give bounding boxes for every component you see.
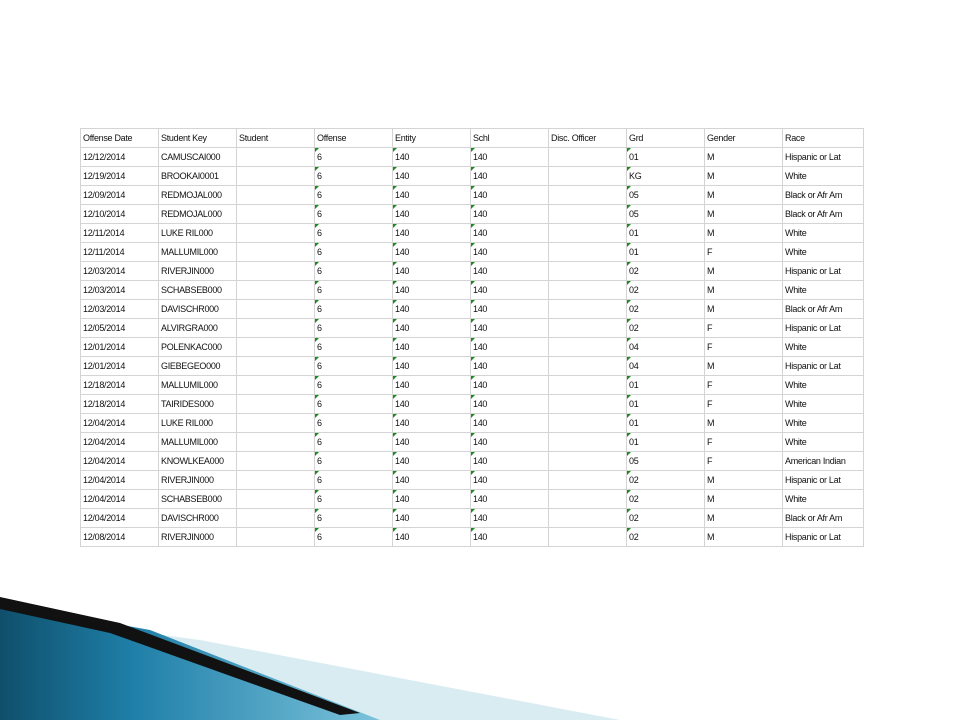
cell-schl[interactable]: 140 [471,262,549,281]
table-row [81,262,864,281]
cell-schl[interactable]: 140 [471,433,549,452]
cell-grd[interactable]: 02 [627,319,705,338]
cell-offense-date[interactable]: 12/01/2014 [81,338,159,357]
cell-student[interactable] [237,433,315,452]
column-header-race[interactable]: Race [783,129,864,148]
cell-gender[interactable]: F [705,452,783,471]
cell-gender[interactable]: M [705,300,783,319]
cell-offense-date[interactable]: 12/01/2014 [81,357,159,376]
cell-race[interactable]: White [783,414,864,433]
cell-offense-date[interactable]: 12/19/2014 [81,167,159,186]
cell-offense[interactable]: 6 [315,205,393,224]
cell-grd[interactable]: 05 [627,186,705,205]
cell-offense-date[interactable]: 12/03/2014 [81,262,159,281]
table-body [81,148,864,547]
cell-entity[interactable]: 140 [393,319,471,338]
cell-student[interactable] [237,205,315,224]
cell-race[interactable]: White [783,338,864,357]
cell-student[interactable] [237,281,315,300]
cell-offense-date[interactable]: 12/05/2014 [81,319,159,338]
cell-grd[interactable]: 02 [627,300,705,319]
cell-grd[interactable]: 02 [627,262,705,281]
cell-offense[interactable]: 6 [315,357,393,376]
cell-gender[interactable]: M [705,357,783,376]
cell-grd[interactable]: 04 [627,357,705,376]
cell-offense[interactable]: 6 [315,376,393,395]
column-header-entity[interactable]: Entity [393,129,471,148]
cell-student-key[interactable]: MALLUMIL000 [159,433,237,452]
cell-student-key[interactable]: POLENKAC000 [159,338,237,357]
cell-race[interactable]: White [783,376,864,395]
cell-grd[interactable]: 01 [627,243,705,262]
cell-student-key[interactable]: KNOWLKEA000 [159,452,237,471]
cell-grd[interactable]: 01 [627,414,705,433]
cell-entity[interactable]: 140 [393,471,471,490]
cell-gender[interactable]: M [705,509,783,528]
cell-offense[interactable]: 6 [315,262,393,281]
table-row [81,243,864,262]
cell-offense-date[interactable]: 12/04/2014 [81,452,159,471]
cell-offense-date[interactable]: 12/04/2014 [81,490,159,509]
cell-disc-officer[interactable] [549,471,627,490]
cell-student[interactable] [237,357,315,376]
cell-schl[interactable]: 140 [471,205,549,224]
cell-grd[interactable]: 01 [627,395,705,414]
cell-offense[interactable]: 6 [315,414,393,433]
cell-offense[interactable]: 6 [315,490,393,509]
cell-entity[interactable]: 140 [393,376,471,395]
cell-disc-officer[interactable] [549,186,627,205]
cell-race[interactable]: White [783,167,864,186]
cell-entity[interactable]: 140 [393,395,471,414]
cell-offense[interactable]: 6 [315,167,393,186]
cell-race[interactable]: Hispanic or Lat [783,148,864,167]
cell-disc-officer[interactable] [549,433,627,452]
cell-grd[interactable]: 05 [627,205,705,224]
cell-grd[interactable]: 02 [627,471,705,490]
table-row [81,433,864,452]
cell-offense[interactable]: 6 [315,471,393,490]
cell-schl[interactable]: 140 [471,490,549,509]
cell-disc-officer[interactable] [549,509,627,528]
cell-entity[interactable]: 140 [393,528,471,547]
cell-race[interactable]: White [783,490,864,509]
table-row [81,490,864,509]
cell-entity[interactable]: 140 [393,300,471,319]
cell-gender[interactable]: F [705,376,783,395]
cell-entity[interactable]: 140 [393,433,471,452]
cell-offense[interactable]: 6 [315,243,393,262]
cell-student-key[interactable]: DAVISCHR000 [159,300,237,319]
table-row [81,452,864,471]
cell-student-key[interactable]: MALLUMIL000 [159,243,237,262]
column-header-schl[interactable]: Schl [471,129,549,148]
table-row [81,395,864,414]
table-row [81,300,864,319]
cell-gender[interactable]: M [705,224,783,243]
cell-gender[interactable]: M [705,205,783,224]
table-row [81,509,864,528]
cell-schl[interactable]: 140 [471,281,549,300]
cell-race[interactable]: White [783,281,864,300]
spreadsheet-table [80,128,864,547]
cell-student-key[interactable]: ALVIRGRA000 [159,319,237,338]
cell-schl[interactable]: 140 [471,148,549,167]
cell-grd[interactable]: 02 [627,490,705,509]
cell-entity[interactable]: 140 [393,148,471,167]
table-row [81,205,864,224]
cell-disc-officer[interactable] [549,205,627,224]
column-header-gender[interactable]: Gender [705,129,783,148]
cell-entity[interactable]: 140 [393,509,471,528]
cell-student-key[interactable]: TAIRIDES000 [159,395,237,414]
cell-grd[interactable]: 01 [627,376,705,395]
cell-disc-officer[interactable] [549,414,627,433]
column-header-offense[interactable]: Offense [315,129,393,148]
cell-gender[interactable]: M [705,490,783,509]
cell-schl[interactable]: 140 [471,414,549,433]
cell-student-key[interactable]: REDMOJAL000 [159,205,237,224]
cell-schl[interactable]: 140 [471,224,549,243]
cell-offense[interactable]: 6 [315,395,393,414]
cell-gender[interactable]: M [705,186,783,205]
cell-entity[interactable]: 140 [393,186,471,205]
table-row [81,148,864,167]
table-row [81,186,864,205]
cell-offense-date[interactable]: 12/04/2014 [81,471,159,490]
cell-offense-date[interactable]: 12/08/2014 [81,528,159,547]
cell-race[interactable]: Hispanic or Lat [783,471,864,490]
cell-offense-date[interactable]: 12/09/2014 [81,186,159,205]
cell-schl[interactable]: 140 [471,186,549,205]
cell-grd[interactable]: KG [627,167,705,186]
cell-schl[interactable]: 140 [471,528,549,547]
cell-entity[interactable]: 140 [393,281,471,300]
cell-race[interactable]: White [783,395,864,414]
cell-entity[interactable]: 140 [393,338,471,357]
cell-race[interactable]: White [783,433,864,452]
cell-schl[interactable]: 140 [471,300,549,319]
cell-student[interactable] [237,167,315,186]
cell-student[interactable] [237,414,315,433]
table-row [81,338,864,357]
cell-grd[interactable]: 01 [627,433,705,452]
cell-disc-officer[interactable] [549,376,627,395]
cell-student-key[interactable]: RIVERJIN000 [159,528,237,547]
column-header-grd[interactable]: Grd [627,129,705,148]
cell-disc-officer[interactable] [549,395,627,414]
cell-offense[interactable]: 6 [315,452,393,471]
cell-student[interactable] [237,528,315,547]
cell-entity[interactable]: 140 [393,205,471,224]
cell-offense[interactable]: 6 [315,319,393,338]
cell-disc-officer[interactable] [549,452,627,471]
cell-gender[interactable]: F [705,338,783,357]
cell-disc-officer[interactable] [549,490,627,509]
cell-offense[interactable]: 6 [315,224,393,243]
cell-schl[interactable]: 140 [471,452,549,471]
cell-disc-officer[interactable] [549,319,627,338]
cell-race[interactable]: White [783,224,864,243]
cell-disc-officer[interactable] [549,338,627,357]
cell-entity[interactable]: 140 [393,262,471,281]
cell-offense-date[interactable]: 12/11/2014 [81,243,159,262]
cell-student[interactable] [237,490,315,509]
cell-race[interactable]: Hispanic or Lat [783,528,864,547]
cell-entity[interactable]: 140 [393,452,471,471]
column-header-offense-date[interactable]: Offense Date [81,129,159,148]
cell-offense-date[interactable]: 12/03/2014 [81,281,159,300]
cell-gender[interactable]: F [705,395,783,414]
cell-student[interactable] [237,452,315,471]
cell-offense[interactable]: 6 [315,148,393,167]
cell-gender[interactable]: M [705,528,783,547]
cell-race[interactable]: Black or Afr Am [783,205,864,224]
cell-student[interactable] [237,509,315,528]
table-row [81,376,864,395]
column-header-disc-officer[interactable]: Disc. Officer [549,129,627,148]
cell-student-key[interactable]: DAVISCHR000 [159,509,237,528]
cell-offense-date[interactable]: 12/12/2014 [81,148,159,167]
cell-offense-date[interactable]: 12/04/2014 [81,509,159,528]
cell-student-key[interactable]: CAMUSCAI000 [159,148,237,167]
cell-disc-officer[interactable] [549,528,627,547]
cell-offense[interactable]: 6 [315,338,393,357]
table-row [81,414,864,433]
cell-race[interactable]: Black or Afr Am [783,186,864,205]
cell-race[interactable]: Black or Afr Am [783,509,864,528]
cell-schl[interactable]: 140 [471,243,549,262]
cell-disc-officer[interactable] [549,243,627,262]
cell-disc-officer[interactable] [549,357,627,376]
cell-entity[interactable]: 140 [393,357,471,376]
cell-gender[interactable]: M [705,414,783,433]
table-row [81,471,864,490]
cell-schl[interactable]: 140 [471,357,549,376]
cell-student[interactable] [237,262,315,281]
cell-disc-officer[interactable] [549,281,627,300]
cell-offense-date[interactable]: 12/04/2014 [81,433,159,452]
cell-offense[interactable]: 6 [315,528,393,547]
cell-offense[interactable]: 6 [315,186,393,205]
cell-entity[interactable]: 140 [393,414,471,433]
cell-entity[interactable]: 140 [393,224,471,243]
table-row [81,319,864,338]
cell-grd[interactable]: 05 [627,452,705,471]
cell-race[interactable]: American Indian [783,452,864,471]
cell-race[interactable]: White [783,243,864,262]
cell-student-key[interactable]: LUKE RIL000 [159,414,237,433]
cell-schl[interactable]: 140 [471,509,549,528]
cell-offense-date[interactable]: 12/04/2014 [81,414,159,433]
cell-grd[interactable]: 01 [627,224,705,243]
cell-race[interactable]: Hispanic or Lat [783,357,864,376]
cell-gender[interactable]: M [705,471,783,490]
cell-student[interactable] [237,186,315,205]
cell-schl[interactable]: 140 [471,338,549,357]
table-row [81,224,864,243]
cell-student[interactable] [237,300,315,319]
cell-race[interactable]: Hispanic or Lat [783,262,864,281]
cell-student[interactable] [237,224,315,243]
cell-race[interactable]: Black or Afr Am [783,300,864,319]
cell-entity[interactable]: 140 [393,490,471,509]
cell-student-key[interactable]: RIVERJIN000 [159,471,237,490]
cell-student-key[interactable]: BROOKAI0001 [159,167,237,186]
cell-gender[interactable]: M [705,281,783,300]
cell-gender[interactable]: M [705,148,783,167]
cell-schl[interactable]: 140 [471,376,549,395]
cell-student-key[interactable]: MALLUMIL000 [159,376,237,395]
cell-schl[interactable]: 140 [471,319,549,338]
cell-offense-date[interactable]: 12/11/2014 [81,224,159,243]
cell-student-key[interactable]: REDMOJAL000 [159,186,237,205]
cell-student-key[interactable]: GIEBEGEO000 [159,357,237,376]
cell-disc-officer[interactable] [549,148,627,167]
cell-gender[interactable]: M [705,167,783,186]
cell-gender[interactable]: F [705,319,783,338]
cell-schl[interactable]: 140 [471,471,549,490]
cell-offense[interactable]: 6 [315,300,393,319]
cell-grd[interactable]: 04 [627,338,705,357]
cell-student[interactable] [237,243,315,262]
cell-student[interactable] [237,395,315,414]
cell-offense[interactable]: 6 [315,509,393,528]
cell-disc-officer[interactable] [549,167,627,186]
column-header-student-key[interactable]: Student Key [159,129,237,148]
decorative-wave [0,595,620,720]
cell-entity[interactable]: 140 [393,243,471,262]
cell-student[interactable] [237,319,315,338]
cell-entity[interactable]: 140 [393,167,471,186]
cell-offense-date[interactable]: 12/03/2014 [81,300,159,319]
table-row [81,528,864,547]
cell-disc-officer[interactable] [549,224,627,243]
table-row [81,281,864,300]
cell-gender[interactable]: M [705,262,783,281]
cell-disc-officer[interactable] [549,300,627,319]
cell-gender[interactable]: F [705,433,783,452]
cell-offense[interactable]: 6 [315,433,393,452]
cell-student-key[interactable]: SCHABSEB000 [159,490,237,509]
cell-race[interactable]: Hispanic or Lat [783,319,864,338]
cell-student[interactable] [237,376,315,395]
cell-grd[interactable]: 02 [627,281,705,300]
cell-grd[interactable]: 02 [627,528,705,547]
cell-grd[interactable]: 02 [627,509,705,528]
cell-student-key[interactable]: RIVERJIN000 [159,262,237,281]
cell-disc-officer[interactable] [549,262,627,281]
cell-offense-date[interactable]: 12/18/2014 [81,395,159,414]
cell-grd[interactable]: 01 [627,148,705,167]
cell-schl[interactable]: 140 [471,395,549,414]
cell-offense-date[interactable]: 12/10/2014 [81,205,159,224]
table-row [81,167,864,186]
header-row [81,129,864,148]
column-header-student[interactable]: Student [237,129,315,148]
cell-student[interactable] [237,471,315,490]
table-row [81,357,864,376]
cell-student[interactable] [237,338,315,357]
cell-student-key[interactable]: LUKE RIL000 [159,224,237,243]
cell-gender[interactable]: F [705,243,783,262]
cell-student-key[interactable]: SCHABSEB000 [159,281,237,300]
cell-offense[interactable]: 6 [315,281,393,300]
cell-student[interactable] [237,148,315,167]
cell-schl[interactable]: 140 [471,167,549,186]
cell-offense-date[interactable]: 12/18/2014 [81,376,159,395]
